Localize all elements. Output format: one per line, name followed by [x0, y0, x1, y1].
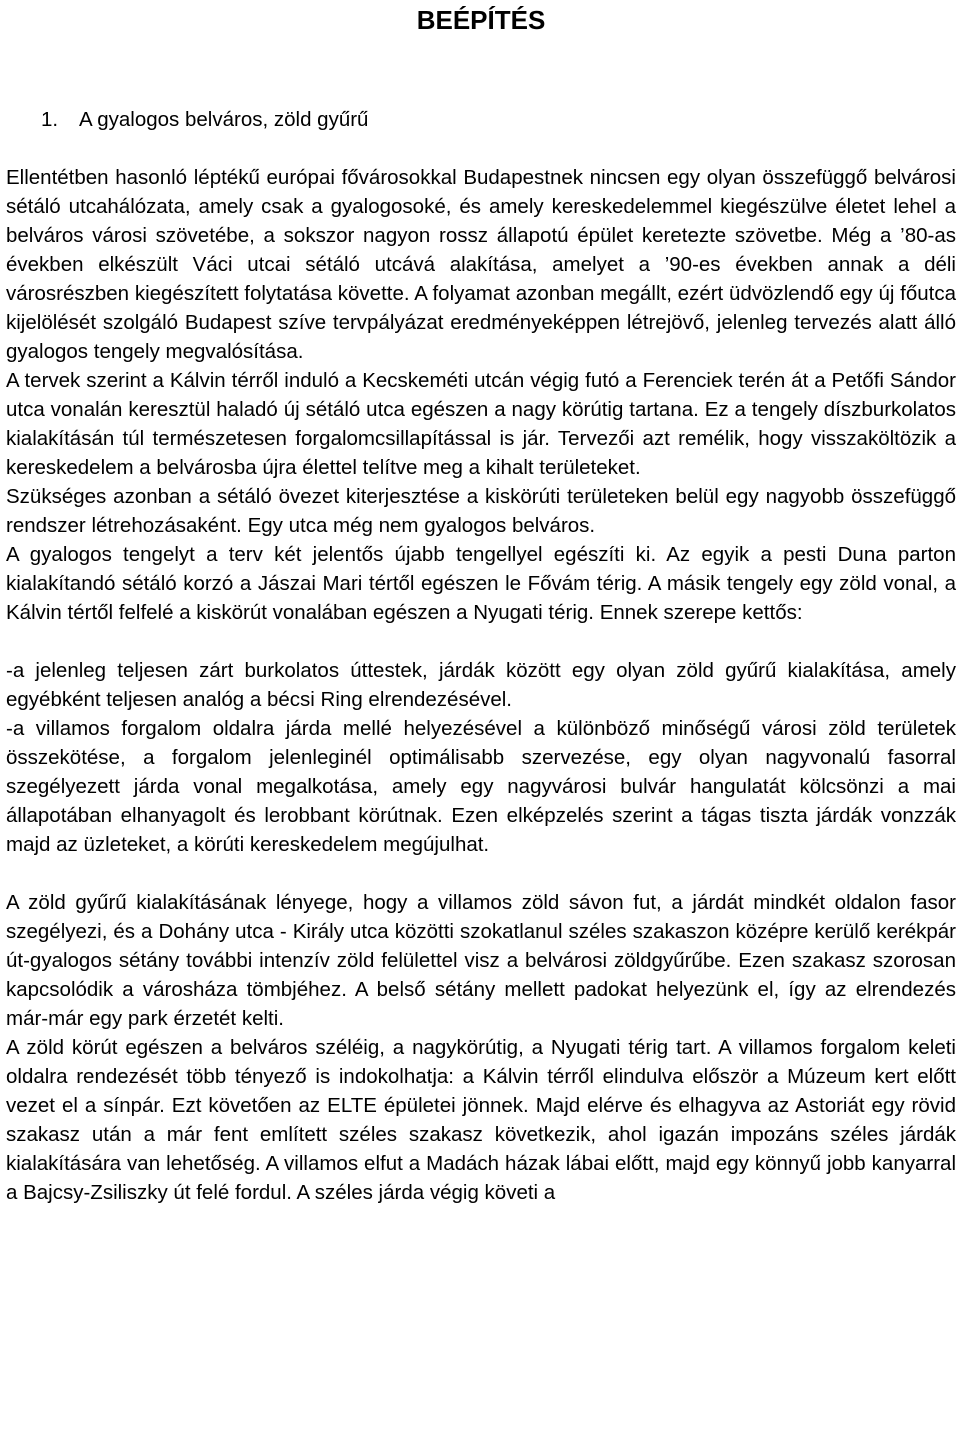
- paragraph: A tervek szerint a Kálvin térről induló a Kecskeméti utcán végig futó a Ferenciek terén át a Petőfi Sándor utca vonalán keresztül haladó új sétáló utca egészen a nagy körútig tartana. Ez a tengely díszburkolatos kialakításán túl természetesen forgalomcsillapítással is jár. Tervezői azt remélik, hogy visszaköltözik a kereskedelem a belvárosba újra élettel telítve meg a kihalt területeket.: [6, 369, 956, 479]
- section-title: A gyalogos belváros, zöld gyűrű: [79, 108, 369, 131]
- paragraph: A zöld gyűrű kialakításának lényege, hogy a villamos zöld sávon fut, a járdát mindkét oldalon fasor szegélyezi, és a Dohány utca - Király utca közötti szokatlanul széles szakaszon középre kerülő kerékpár út-gyalogos sétány további intenzív zöld felülettel visz a belvárosi zöldgyűrűbe. Ezen szakasz szorosan kapcsolódik a városháza tömbjéhez. A belső sétány mellett padokat helyezünk el, így az elrendezés már-már egy park érzetét kelti.: [6, 891, 956, 1030]
- paragraph: A zöld körút egészen a belváros széléig, a nagykörútig, a Nyugati térig tart. A villamos forgalom keleti oldalra rendezését több tényező is indokolhatja: a Kálvin térről elindulva először a Múzeum kert előtt vezet el a sínpár. Ezt követően az ELTE épületei jönnek. Majd elérve és elhagyva az Astoriát egy rövid szakasz után a már fent említett széles szakasz következik, ahol igazán impozáns széles járdák kialakítására van lehetőség. A villamos elfut a Madách házak lábai előtt, majd egy könnyű jobb kanyarral a Bajcsy-Zsiliszky út felé fordul. A széles járda végig követi a: [6, 1036, 956, 1204]
- paragraph: Ellentétben hasonló léptékű európai fővárosokkal Budapestnek nincsen egy olyan összefüggő belvárosi sétáló utcahálózata, amely csak a gyalogosoké, és amely kereskedelemmel kiegészülve életet lehel a belváros városi szövetébe, a sokszor nagyon rossz állapotú épület keretezte szövetbe. Még a ’80-as években elkészült Váci utcai sétáló utcává alakítása, amelyet a ’90-es években annak a déli városrészben kiegészített folytatása követte. A folyamat azonban megállt, ezért üdvözlendő egy új főutca kijelölését szolgáló Budapest szíve tervpályázat eredményeképpen létrejövő, jelenleg tervezés alatt álló gyalogos tengely megvalósítása.: [6, 166, 956, 363]
- document-title: BEÉPÍTÉS: [416, 5, 546, 35]
- list-paragraph: -a villamos forgalom oldalra járda mellé helyezésével a különböző minőségű városi zöld területek összekötése, a forgalom jelenleginél optimálisabb szervezése, egy olyan nagyvonalú fasorral szegélyezett járda vonal megalkotása, amely egy nagyvárosi bulvár hangulatát kölcsönzi a mai állapotában elhanyagolt és lerobbant körútnak. Ezen elképzelés szerint a tágas tiszta járdák vonzzák majd az üzleteket, a körúti kereskedelem megújulhat.: [6, 717, 956, 856]
- blank-line: [6, 627, 956, 656]
- section-number: 1.: [41, 108, 59, 131]
- document-page: [6, 0, 956, 1207]
- paragraph: A gyalogos tengelyt a terv két jelentős újabb tengellyel egészíti ki. Az egyik a pesti Duna parton kialakítandó sétáló korzó a Jászai Mari tértől egészen le Fővám térig. A másik tengely egy zöld vonal, a Kálvin tértől felfelé a kiskörút vonalában egészen a Nyugati térig. Ennek szerepe kettős:: [6, 543, 956, 624]
- blank-line: [6, 859, 956, 888]
- list-paragraph: -a jelenleg teljesen zárt burkolatos úttestek, járdák között egy olyan zöld gyűrű kialakítása, amely egyébként teljesen analóg a bécsi Ring elrendezésével.: [6, 659, 956, 711]
- body-text: [6, 163, 956, 1207]
- section-heading: [6, 105, 956, 134]
- paragraph: Szükséges azonban a sétáló övezet kiterjesztése a kiskörúti területeken belül egy nagyobb összefüggő rendszer létrehozásaként. Egy utca még nem gyalogos belváros.: [6, 485, 956, 537]
